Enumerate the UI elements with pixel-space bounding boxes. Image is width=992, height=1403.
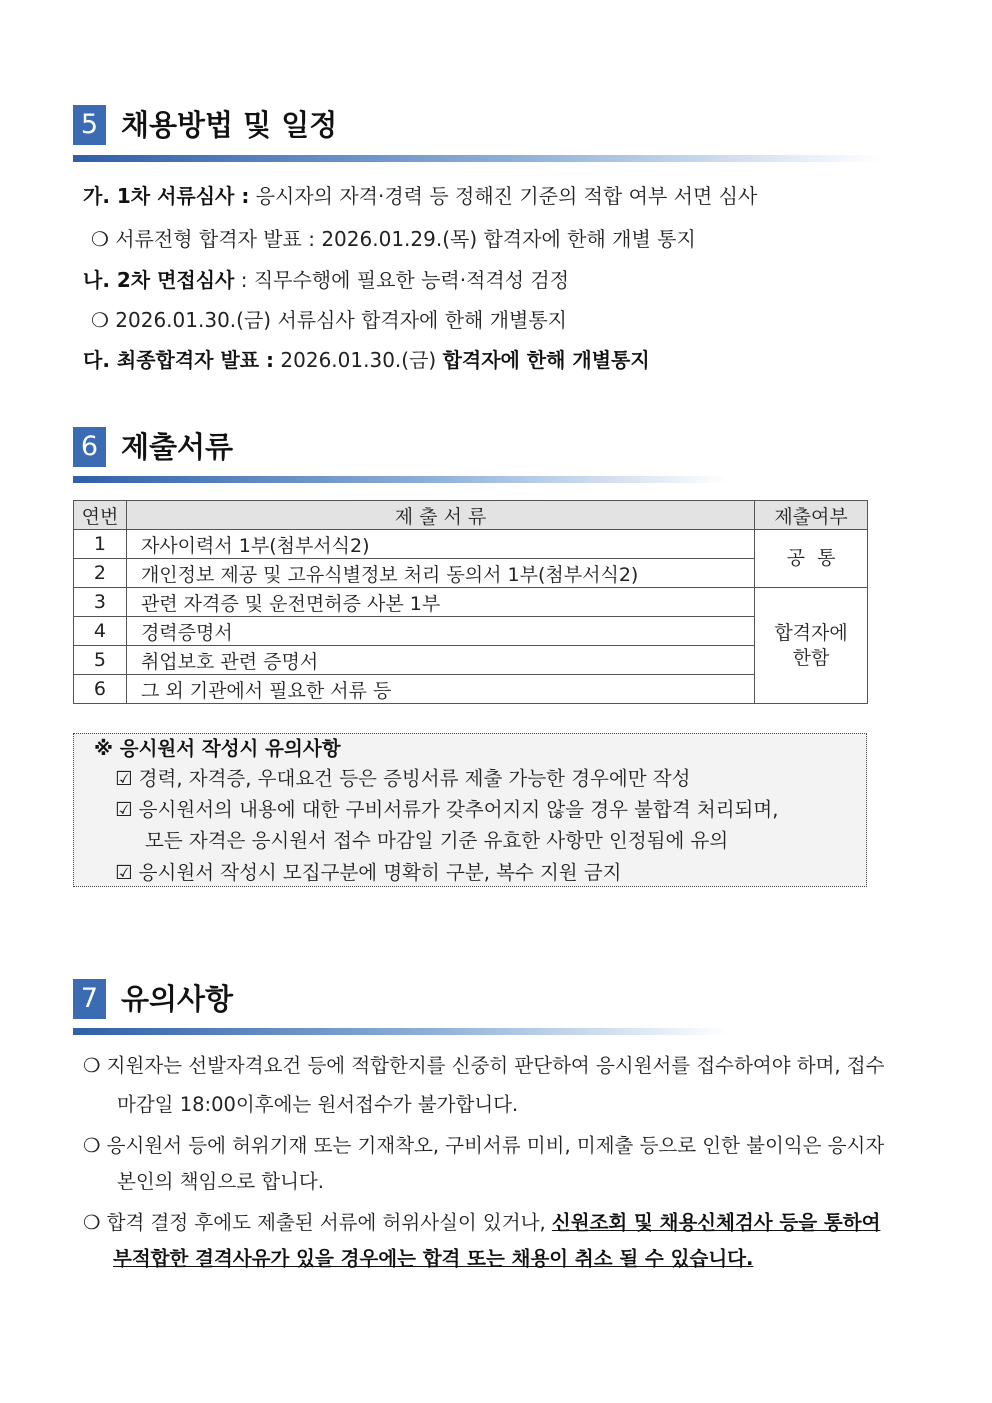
- row-doc: 그 외 기관에서 필요한 서류 등: [126, 675, 754, 704]
- group-passed: [755, 588, 868, 704]
- step-a-text: 응시자의 자격·경력 등 정해진 기준의 적합 여부 서면 심사: [255, 184, 758, 208]
- row-doc: 자사이력서 1부(첨부서식2): [126, 530, 754, 559]
- table-row: [74, 588, 868, 617]
- row-no: 2: [74, 559, 127, 588]
- notice-item-continued: 모든 자격은 응시원서 접수 마감일 기준 유효한 사항만 인정됨에 유의: [145, 829, 729, 852]
- step-c-text: 2026.01.30.(금): [280, 348, 437, 372]
- step-c-bold: 합격자에 한해 개별통지: [442, 348, 650, 372]
- table-row: [74, 675, 868, 704]
- step-a: [83, 183, 757, 209]
- row-no: 6: [74, 675, 127, 704]
- notice-title: ※ 응시원서 작성시 유의사항: [94, 737, 341, 760]
- caution-2-line2: 본인의 책임으로 합니다.: [117, 1170, 324, 1193]
- table-row: [74, 646, 868, 675]
- header-doc: 제 출 서 류: [126, 501, 754, 530]
- step-b-sub: ❍ 2026.01.30.(금) 서류심사 합격자에 한해 개별통지: [91, 308, 567, 332]
- group-passed-line1: 합격자에: [774, 621, 848, 644]
- notice-item: ☑ 경력, 자격증, 우대요건 등은 증빙서류 제출 가능한 경우에만 작성: [115, 767, 691, 790]
- table-row: [74, 559, 868, 588]
- step-c: [83, 347, 650, 373]
- section-5-title: 채용방법 및 일정: [121, 108, 338, 142]
- caution-3-underlined: 신원조회 및 채용신체검사 등을 통하여: [551, 1211, 881, 1234]
- section-7-divider: [73, 1028, 728, 1035]
- caution-3-line1: [83, 1210, 880, 1236]
- table-row: [74, 617, 868, 646]
- header-status: 제출여부: [755, 501, 868, 530]
- step-a-sub: ❍ 서류전형 합격자 발표 : 2026.01.29.(목) 합격자에 한해 개별 통지: [91, 227, 696, 251]
- row-doc: 관련 자격증 및 운전면허증 사본 1부: [126, 588, 754, 617]
- header-no: 연번: [74, 501, 127, 530]
- table-header-row: [74, 501, 868, 530]
- row-no: 1: [74, 530, 127, 559]
- section-5-divider: [73, 155, 883, 162]
- notice-item: ☑ 응시원서의 내용에 대한 구비서류가 갖추어지지 않을 경우 불합격 처리되며,: [115, 798, 779, 821]
- application-notice-box: [73, 733, 867, 887]
- documents-table: [73, 500, 868, 704]
- caution-3-plain: ❍ 합격 결정 후에도 제출된 서류에 허위사실이 있거나,: [83, 1211, 546, 1234]
- caution-1-line1: ❍ 지원자는 선발자격요건 등에 적합한지를 신중히 판단하여 응시원서를 접수하여야 하며, 접수: [83, 1054, 885, 1077]
- caution-3-line2: 부적합한 결격사유가 있을 경우에는 합격 또는 채용이 취소 될 수 있습니다.: [113, 1247, 754, 1270]
- row-no: 3: [74, 588, 127, 617]
- group-passed-line2: 한함: [792, 646, 830, 669]
- step-a-label: 가. 1차 서류심사 :: [83, 184, 250, 208]
- table-row: [74, 530, 868, 559]
- row-no: 4: [74, 617, 127, 646]
- row-doc: 개인정보 제공 및 고유식별정보 처리 동의서 1부(첨부서식2): [126, 559, 754, 588]
- row-no: 5: [74, 646, 127, 675]
- section-6-number: 6: [73, 427, 106, 467]
- step-b-text: : 직무수행에 필요한 능력·적격성 검정: [240, 268, 570, 292]
- group-common: 공 통: [755, 530, 868, 588]
- section-5-number: 5: [73, 105, 106, 145]
- section-6-divider: [73, 476, 728, 483]
- step-b: [83, 267, 569, 293]
- step-c-label: 다. 최종합격자 발표 :: [83, 348, 275, 372]
- caution-2-line1: ❍ 응시원서 등에 허위기재 또는 기재착오, 구비서류 미비, 미제출 등으로 인한 불이익은 응시자: [83, 1134, 885, 1157]
- section-7-title: 유의사항: [121, 982, 234, 1016]
- step-b-label: 나. 2차 면접심사: [83, 268, 235, 292]
- section-7-number: 7: [73, 979, 106, 1019]
- notice-item: ☑ 응시원서 작성시 모집구분에 명확히 구분, 복수 지원 금지: [115, 861, 622, 884]
- row-doc: 취업보호 관련 증명서: [126, 646, 754, 675]
- section-6-title: 제출서류: [121, 430, 234, 464]
- row-doc: 경력증명서: [126, 617, 754, 646]
- caution-1-line2: 마감일 18:00이후에는 원서접수가 불가합니다.: [117, 1093, 519, 1116]
